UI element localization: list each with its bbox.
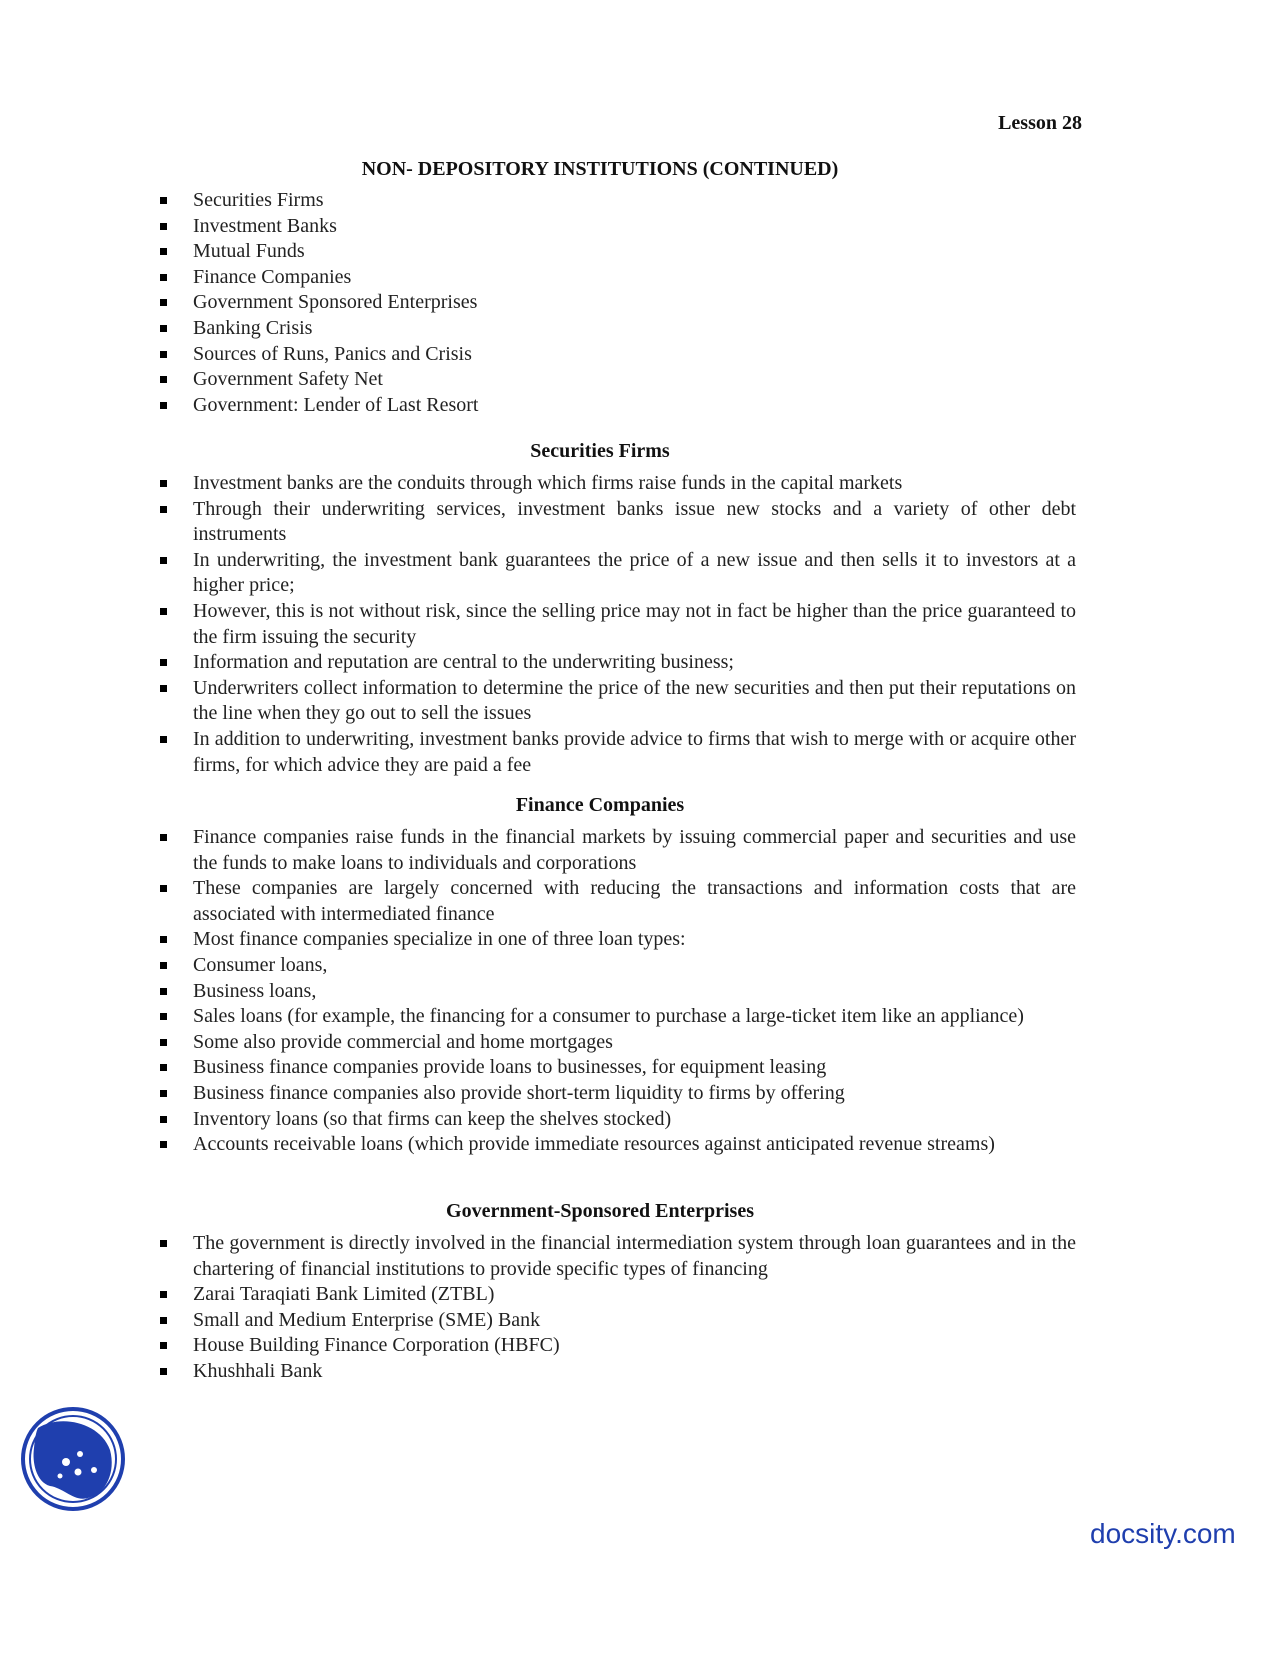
list-item: Accounts receivable loans (which provide immediate resources against anticipated revenue streams): [156, 1132, 1076, 1158]
list-item: In underwriting, the investment bank guarantees the price of a new issue and then sells it to investors at a higher price;: [156, 548, 1076, 599]
list-item: These companies are largely concerned with reducing the transactions and information costs that are associated with intermediated finance: [156, 876, 1076, 927]
section-heading-finance-companies: Finance Companies: [515, 794, 685, 816]
list-item: Some also provide commercial and home mortgages: [156, 1030, 1076, 1056]
list-item: Government Safety Net: [156, 367, 1076, 393]
list-item: Investment Banks: [156, 214, 1076, 240]
list-item: Underwriters collect information to determine the price of the new securities and then put their reputations on the line when they go out to sell the issues: [156, 676, 1076, 727]
list-item: House Building Finance Corporation (HBFC): [156, 1333, 1076, 1359]
list-item: Most finance companies specialize in one of three loan types:: [156, 927, 1076, 953]
list-item: Business finance companies also provide short-term liquidity to firms by offering: [156, 1081, 1076, 1107]
list-item: Securities Firms: [156, 188, 1076, 214]
list-item: Through their underwriting services, investment banks issue new stocks and a variety of other debt instruments: [156, 497, 1076, 548]
list-item: The government is directly involved in the financial intermediation system through loan guarantees and in the chartering of financial institutions to provide specific types of financing: [156, 1231, 1076, 1282]
list-item: Government Sponsored Enterprises: [156, 290, 1076, 316]
list-item: Finance Companies: [156, 265, 1076, 291]
list-item: Consumer loans,: [156, 953, 1076, 979]
lesson-number: Lesson 28: [998, 112, 1082, 134]
list-item: Sources of Runs, Panics and Crisis: [156, 342, 1076, 368]
securities-firms-list: [156, 471, 1076, 778]
section-heading-securities-firms: Securities Firms: [530, 440, 670, 462]
list-item: Sales loans (for example, the financing for a consumer to purchase a large-ticket item like an appliance): [156, 1004, 1076, 1030]
list-item: Banking Crisis: [156, 316, 1076, 342]
section-heading-government-sponsored-enterprises: Government-Sponsored Enterprises: [446, 1200, 754, 1222]
list-item: Mutual Funds: [156, 239, 1076, 265]
list-item: Business loans,: [156, 979, 1076, 1005]
list-item: Small and Medium Enterprise (SME) Bank: [156, 1308, 1076, 1334]
list-item: Inventory loans (so that firms can keep the shelves stocked): [156, 1107, 1076, 1133]
gse-list: [156, 1231, 1076, 1385]
list-item: Zarai Taraqiati Bank Limited (ZTBL): [156, 1282, 1076, 1308]
list-item: Khushhali Bank: [156, 1359, 1076, 1385]
list-item: Finance companies raise funds in the financial markets by issuing commercial paper and securities and use the funds to make loans to individuals and corporations: [156, 825, 1076, 876]
list-item: Government: Lender of Last Resort: [156, 393, 1076, 419]
list-item: However, this is not without risk, since the selling price may not in fact be higher than the price guaranteed to the firm issuing the security: [156, 599, 1076, 650]
list-item: Investment banks are the conduits through which firms raise funds in the capital markets: [156, 471, 1076, 497]
docsity-brand-link[interactable]: docsity.com: [1090, 1518, 1236, 1549]
list-item: In addition to underwriting, investment banks provide advice to firms that wish to merge with or acquire other firms, for which advice they are paid a fee: [156, 727, 1076, 778]
topics-list: [156, 188, 1076, 418]
page-title: NON- DEPOSITORY INSTITUTIONS (CONTINUED): [361, 158, 839, 180]
list-item: Information and reputation are central to the underwriting business;: [156, 650, 1076, 676]
list-item: Business finance companies provide loans to businesses, for equipment leasing: [156, 1055, 1076, 1081]
finance-companies-list: [156, 825, 1076, 1158]
docsity-logo-icon[interactable]: [20, 1406, 126, 1512]
